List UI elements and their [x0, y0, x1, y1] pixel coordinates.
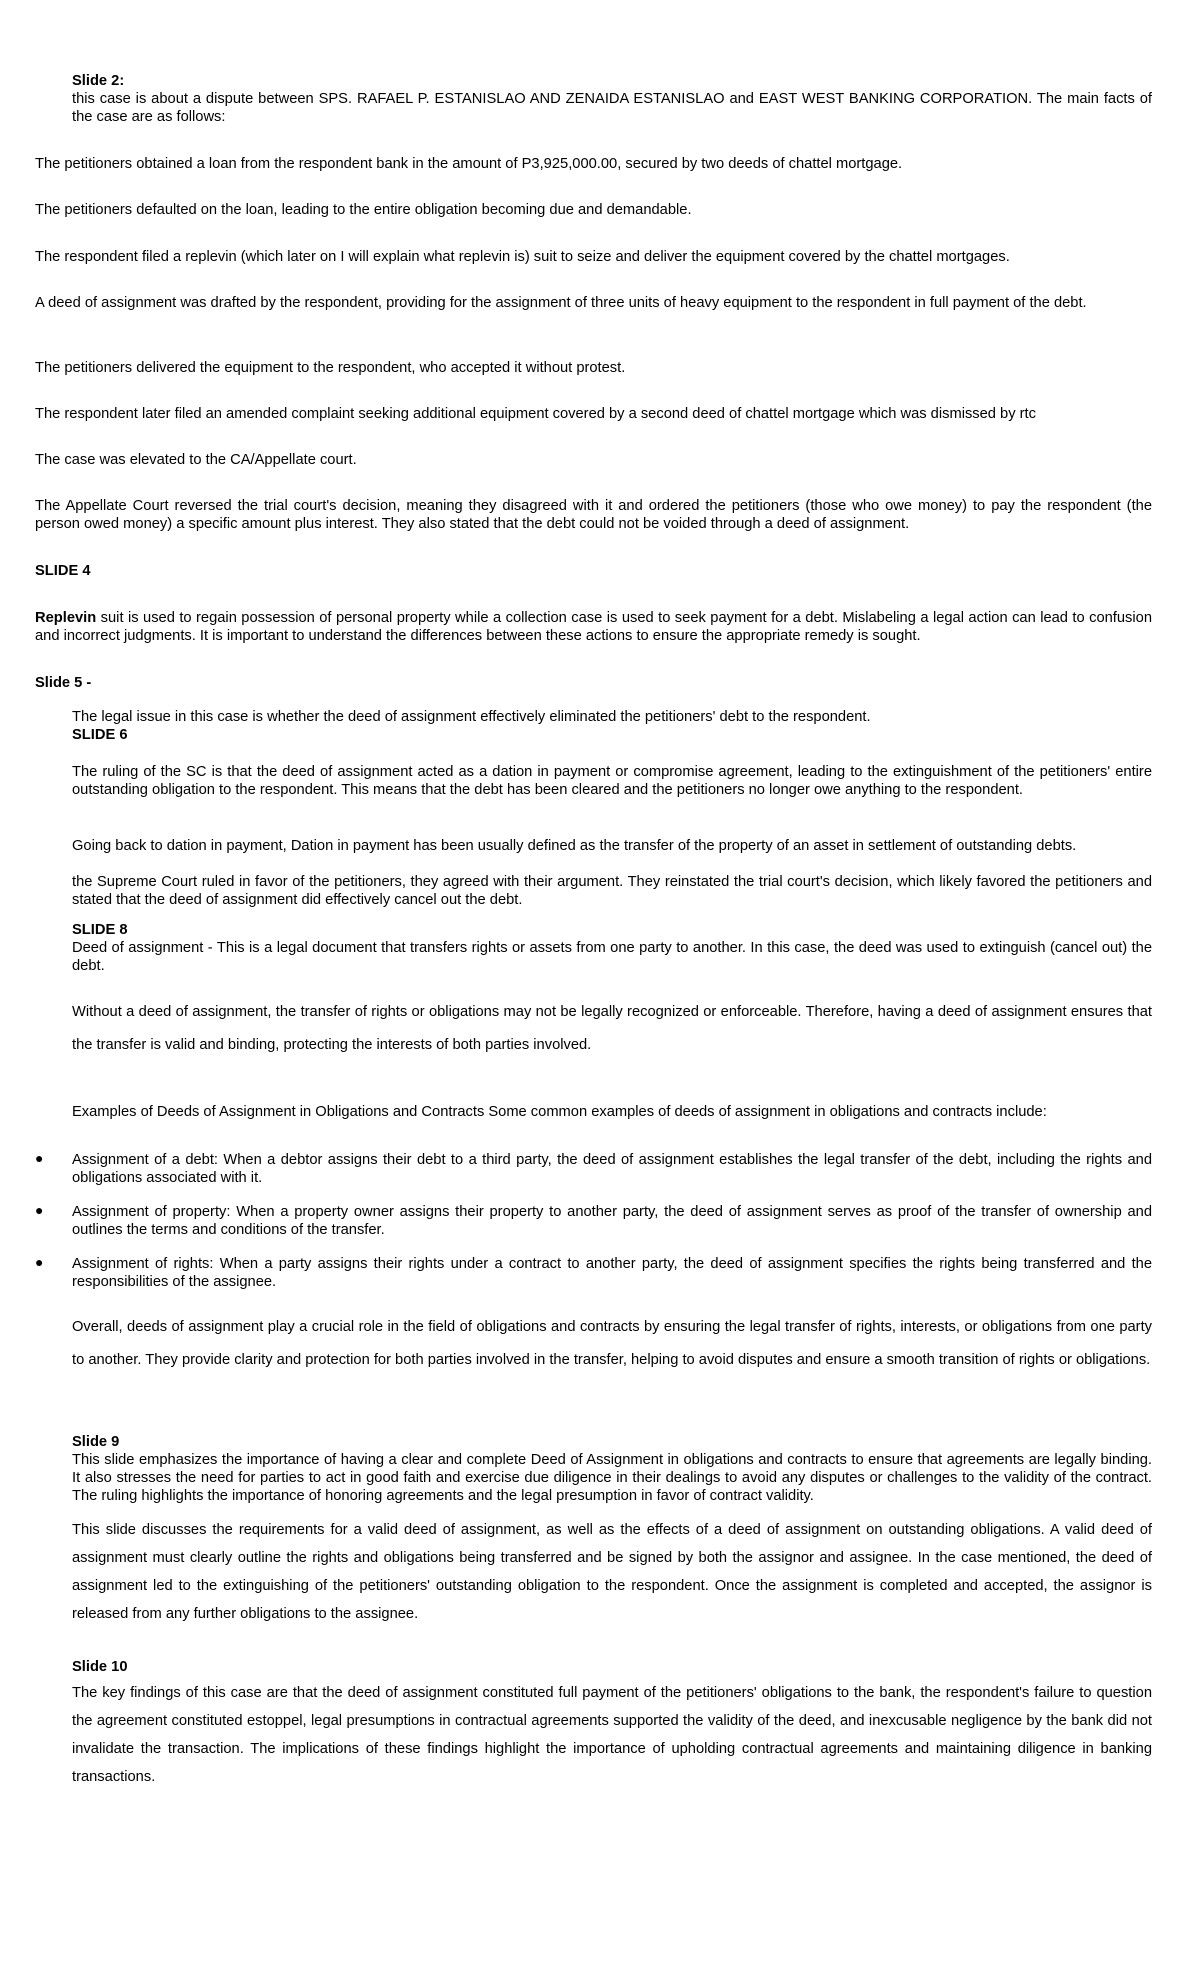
slide8-definition: Deed of assignment - This is a legal document that transfers rights or assets from one party to another. In this case, the deed was used to extinguish (cancel out) the debt.: [72, 940, 1152, 974]
slide8-example-2: Assignment of property: When a property owner assigns their property to another party, the deed of assignment serves as proof of the transfer of ownership and outlines the terms and conditions of the transfer.: [72, 1204, 1152, 1238]
slide8-heading: SLIDE 8: [72, 922, 128, 938]
slide2-fact-3: The respondent filed a replevin (which later on I will explain what replevin is) suit to seize and deliver the equipment covered by the chattel mortgages.: [35, 249, 1010, 265]
slide2-fact-4: A deed of assignment was drafted by the respondent, providing for the assignment of three units of heavy equipment to the respondent in full payment of the debt.: [35, 295, 1087, 311]
slide2-fact-6: The respondent later filed an amended complaint seeking additional equipment covered by a second deed of chattel mortgage which was dismissed by rtc: [35, 406, 1036, 422]
slide4-text: [35, 609, 1152, 645]
slide8-overall: Overall, deeds of assignment play a crucial role in the field of obligations and contracts by ensuring the legal transfer of rights, interests, or obligations from one party to another. They provide clarity and protection for both parties involved in the transfer, helping to avoid disputes and ensure a smooth transition of rights or obligations.: [72, 1319, 1152, 1368]
bullet-icon: ●: [35, 1202, 44, 1218]
bullet-icon: ●: [35, 1150, 44, 1166]
slide2-heading: Slide 2:: [72, 73, 125, 89]
slide9-emphasis: This slide emphasizes the importance of having a clear and complete Deed of Assignment in obligations and contracts to ensure that agreements are legally binding. It also stresses the need for parties to act in good faith and exercise due diligence in their dealings to avoid any disputes or challenges to the validity of the contract. The ruling highlights the importance of honoring agreements and the legal presumption in favor of contract validity.: [72, 1452, 1152, 1504]
slide4-heading: SLIDE 4: [35, 563, 91, 579]
slide2-fact-5: The petitioners delivered the equipment to the respondent, who accepted it without protest.: [35, 360, 626, 376]
slide6-dation: Going back to dation in payment, Dation in payment has been usually defined as the transfer of the property of an asset in settlement of outstanding debts.: [72, 838, 1077, 854]
slide2-fact-1: The petitioners obtained a loan from the respondent bank in the amount of P3,925,000.00, secured by two deeds of chattel mortgage.: [35, 156, 903, 172]
slide2-intro: this case is about a dispute between SPS. RAFAEL P. ESTANISLAO AND ZENAIDA ESTANISLAO and EAST WEST BANKING CORPORATION. The main facts of the case are as follows:: [72, 91, 1152, 125]
slide4-body: suit is used to regain possession of personal property while a collection case is used to seek payment for a debt. Mislabeling a legal action can lead to confusion and incorrect judgments. It is important to understand the differences between these actions to ensure the appropriate remedy is sought.: [35, 610, 1152, 644]
slide4-term: Replevin: [35, 610, 97, 626]
slide5-text: The legal issue in this case is whether the deed of assignment effectively eliminated the petitioners' debt to the respondent.: [72, 709, 871, 725]
slide5-heading: Slide 5 -: [35, 675, 92, 691]
slide9-heading: Slide 9: [72, 1434, 120, 1450]
bullet-icon: ●: [35, 1254, 44, 1270]
slide10-findings: The key findings of this case are that the deed of assignment constituted full payment of the petitioners' obligations to the bank, the respondent's failure to question the agreement constituted estoppel, legal presumptions in contractual agreements supported the validity of the deed, and inexcusable negligence by the bank did not invalidate the transaction. The implications of these findings highlight the importance of upholding contractual agreements and maintaining diligence in banking transactions.: [72, 1685, 1152, 1785]
slide8-example-3: Assignment of rights: When a party assigns their rights under a contract to another party, the deed of assignment specifies the rights being transferred and the responsibilities of the assignee.: [72, 1256, 1152, 1290]
slide6-ruling: The ruling of the SC is that the deed of assignment acted as a dation in payment or compromise agreement, leading to the extinguishment of the petitioners' entire outstanding obligation to the respondent. This means that the debt has been cleared and the petitioners no longer owe anything to the respondent.: [72, 764, 1152, 798]
slide8-importance: Without a deed of assignment, the transfer of rights or obligations may not be legally recognized or enforceable. Therefore, having a deed of assignment ensures that the transfer is valid and binding, protecting the interests of both parties involved.: [72, 1004, 1152, 1053]
slide9-requirements: This slide discusses the requirements for a valid deed of assignment, as well as the effects of a deed of assignment on outstanding obligations. A valid deed of assignment must clearly outline the rights and obligations being transferred and be signed by both the assignor and assignee. In the case mentioned, the deed of assignment led to the extinguishing of the petitioners' outstanding obligation to the respondent. Once the assignment is completed and accepted, the assignor is released from any further obligations to the assignee.: [72, 1522, 1152, 1622]
slide6-heading: SLIDE 6: [72, 727, 128, 743]
slide6-favor: the Supreme Court ruled in favor of the petitioners, they agreed with their argument. They reinstated the trial court's decision, which likely favored the petitioners and stated that the deed of assignment did effectively cancel out the debt.: [72, 874, 1152, 908]
slide10-heading: Slide 10: [72, 1659, 128, 1675]
slide8-example-1: Assignment of a debt: When a debtor assigns their debt to a third party, the deed of assignment establishes the legal transfer of the debt, including the rights and obligations associated with it.: [72, 1152, 1152, 1186]
slide2-fact-8: The Appellate Court reversed the trial court's decision, meaning they disagreed with it and ordered the petitioners (those who owe money) to pay the respondent (the person owed money) a specific amount plus interest. They also stated that the debt could not be voided through a deed of assignment.: [35, 498, 1152, 532]
slide2-fact-2: The petitioners defaulted on the loan, leading to the entire obligation becoming due and demandable.: [35, 202, 692, 218]
slide2-fact-7: The case was elevated to the CA/Appellate court.: [35, 452, 357, 468]
slide8-examples-intro: Examples of Deeds of Assignment in Obligations and Contracts Some common examples of deeds of assignment in obligations and contracts include:: [72, 1104, 1047, 1120]
